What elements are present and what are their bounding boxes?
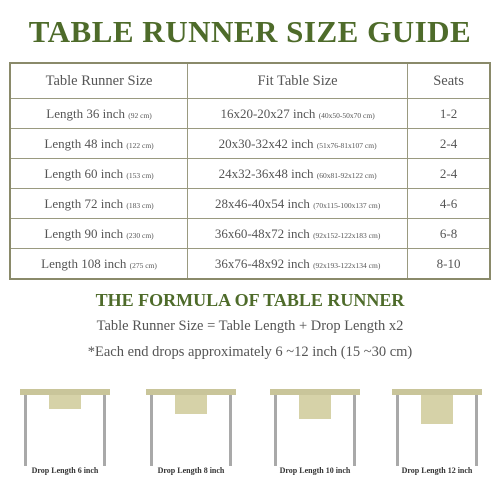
- table-illustration: [146, 386, 236, 466]
- table-leg-left: [396, 394, 399, 466]
- size-cm: (230 cm): [126, 230, 154, 240]
- fit-inch: 20x30-32x42 inch: [218, 135, 314, 151]
- header-seats: Seats: [408, 63, 490, 99]
- table-illustration: [270, 386, 360, 466]
- cell-fit-table-size: [188, 219, 408, 249]
- size-inch: Length 72 inch: [44, 195, 124, 211]
- cell-fit-table-size: [188, 159, 408, 189]
- size-cm: (153 cm): [126, 170, 154, 180]
- runner-drop: [49, 395, 81, 409]
- drop-length-caption: Drop Length 6 inch: [31, 466, 99, 475]
- fit-inch: 36x76-48x92 inch: [214, 255, 310, 271]
- size-cm: (92 cm): [128, 110, 152, 120]
- size-table: [9, 62, 491, 280]
- drop-length-caption: Drop Length 10 inch: [279, 466, 351, 475]
- page-title: TABLE RUNNER SIZE GUIDE: [28, 14, 472, 49]
- cell-runner-size: [10, 99, 188, 129]
- table-row: [10, 189, 490, 219]
- table-leg-left: [274, 394, 277, 466]
- tabletop: [392, 389, 482, 395]
- table-leg-right: [475, 394, 478, 466]
- table-row: [10, 129, 490, 159]
- fit-cm: (40x50-50x70 cm): [318, 110, 375, 120]
- tabletop: [20, 389, 110, 395]
- cell-seats: 6-8: [408, 219, 490, 249]
- drop-length-caption: Drop Length 12 inch: [401, 466, 473, 475]
- fit-cm: (60x81-92x122 cm): [316, 170, 377, 180]
- table-diagram: [20, 386, 110, 475]
- table-row: [10, 159, 490, 189]
- cell-fit-table-size: [188, 249, 408, 280]
- tabletop: [270, 389, 360, 395]
- cell-fit-table-size: [188, 99, 408, 129]
- table-leg-right: [229, 394, 232, 466]
- cell-runner-size: [10, 129, 188, 159]
- cell-fit-table-size: [188, 189, 408, 219]
- tabletop: [146, 389, 236, 395]
- fit-inch: 16x20-20x27 inch: [220, 105, 316, 121]
- drop-length-caption: Drop Length 8 inch: [157, 466, 225, 475]
- size-cm: (183 cm): [126, 200, 154, 210]
- table-row: [10, 99, 490, 129]
- fit-cm: (51x76-81x107 cm): [316, 140, 377, 150]
- table-leg-left: [24, 394, 27, 466]
- table-leg-left: [150, 394, 153, 466]
- cell-seats: 8-10: [436, 255, 461, 271]
- fit-inch: 28x46-40x54 inch: [214, 195, 310, 211]
- size-inch: Length 48 inch: [44, 135, 124, 151]
- runner-drop: [299, 395, 331, 419]
- fit-inch: 36x60-48x72 inch: [214, 225, 310, 241]
- cell-seats: 2-4: [408, 159, 490, 189]
- header-runner-size: Table Runner Size: [10, 63, 188, 99]
- cell-runner-size: [10, 159, 188, 189]
- table-row: [10, 249, 490, 280]
- cell-seats: 1-2: [408, 99, 490, 129]
- size-inch: Length 60 inch: [44, 165, 124, 181]
- size-cm: (122 cm): [126, 140, 154, 150]
- table-header-row: [10, 63, 490, 99]
- table-body: [10, 99, 490, 280]
- table-diagram: [392, 386, 482, 475]
- table-row: [10, 219, 490, 249]
- table-leg-right: [103, 394, 106, 466]
- cell-seats: 2-4: [408, 129, 490, 159]
- cell-seats: 4-6: [408, 189, 490, 219]
- table-diagram: [270, 386, 360, 475]
- fit-cm: (92x193-122x134 cm): [313, 260, 381, 270]
- cell-runner-size: [10, 249, 188, 280]
- fit-cm: (92x152-122x183 cm): [313, 230, 381, 240]
- cell-runner-size: [10, 219, 188, 249]
- header-fit-table-size: Fit Table Size: [188, 63, 408, 99]
- fit-cm: (70x115-100x137 cm): [313, 200, 381, 210]
- runner-drop: [421, 395, 453, 424]
- size-cm: (275 cm): [129, 260, 157, 270]
- cell-fit-table-size: [188, 129, 408, 159]
- table-leg-right: [353, 394, 356, 466]
- fit-inch: 24x32-36x48 inch: [218, 165, 314, 181]
- table-illustration: [20, 386, 110, 466]
- formula-title: THE FORMULA OF TABLE RUNNER: [95, 290, 405, 310]
- runner-drop: [175, 395, 207, 414]
- cell-runner-size: [10, 189, 188, 219]
- formula-equation: Table Runner Size = Table Length + Drop Length x2: [96, 318, 404, 334]
- table-illustration: [392, 386, 482, 466]
- size-inch: Length 36 inch: [46, 105, 126, 121]
- table-diagram: [146, 386, 236, 475]
- drop-note: *Each end drops approximately 6 ~12 inch (15 ~30 cm): [87, 344, 413, 360]
- size-inch: Length 108 inch: [41, 255, 127, 271]
- size-inch: Length 90 inch: [44, 225, 124, 241]
